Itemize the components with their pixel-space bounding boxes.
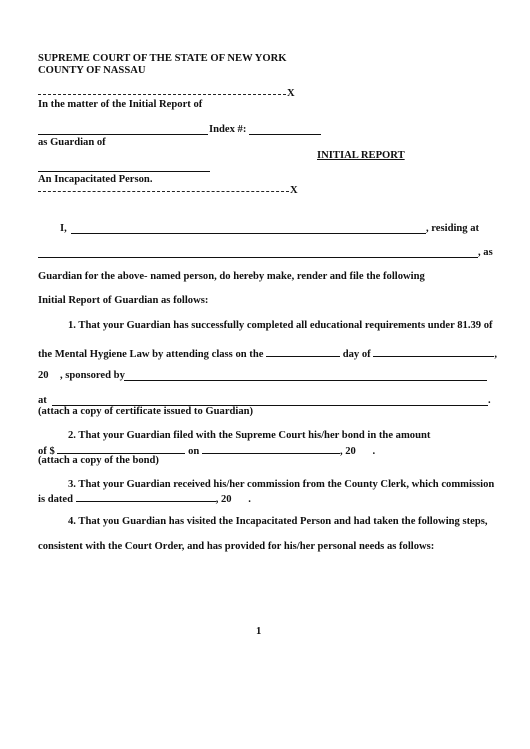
paragraph-4-line-2: consistent with the Court Order, and has provided for his/her personal needs as follows: bbox=[38, 541, 435, 552]
incapacitated-person-text: An Incapacitated Person. bbox=[38, 174, 153, 185]
bond-amount-field[interactable] bbox=[57, 443, 185, 454]
paragraph-2-line-1: 2. That your Guardian filed with the Supreme Court his/her bond in the amount bbox=[68, 430, 431, 441]
caption-x-mark-top: X bbox=[287, 88, 295, 99]
i-label: I, bbox=[60, 223, 67, 234]
guardian-name-field[interactable] bbox=[71, 233, 426, 234]
guardian-of-text: as Guardian of bbox=[38, 137, 106, 148]
period: . bbox=[488, 395, 491, 406]
paragraph-4-line-1: 4. That you Guardian has visited the Incapacitated Person and had taken the following steps, bbox=[68, 516, 488, 527]
caption-bottom-border bbox=[38, 191, 289, 192]
comma: , bbox=[494, 349, 498, 360]
sponsored-by-label: , sponsored by bbox=[60, 370, 125, 381]
caption-x-mark-bottom: X bbox=[290, 185, 298, 196]
document-title: INITIAL REPORT bbox=[317, 150, 405, 161]
county-name: COUNTY OF NASSAU bbox=[38, 65, 146, 76]
period: . bbox=[248, 494, 251, 505]
index-label: Index #: bbox=[209, 124, 247, 135]
address-field[interactable] bbox=[38, 257, 478, 258]
year-label: , 20 bbox=[339, 446, 356, 457]
class-date-label: the Mental Hygiene Law by attending class on the bbox=[38, 349, 264, 360]
page-number: 1 bbox=[256, 626, 262, 637]
as-label: , as bbox=[478, 247, 493, 258]
intro-line-2: Initial Report of Guardian as follows: bbox=[38, 295, 209, 306]
certificate-note: (attach a copy of certificate issued to Guardian) bbox=[38, 406, 254, 417]
on-label: on bbox=[188, 446, 200, 457]
class-month-field[interactable] bbox=[373, 346, 494, 357]
index-number-line[interactable] bbox=[249, 134, 321, 135]
bond-amount-label: of $ bbox=[38, 446, 55, 457]
paragraph-1-line-2 bbox=[38, 346, 497, 361]
bond-note: (attach a copy of the bond) bbox=[38, 455, 159, 466]
bond-date-field[interactable] bbox=[202, 443, 340, 454]
commission-date-field[interactable] bbox=[76, 491, 216, 502]
paragraph-3-line-2 bbox=[38, 491, 251, 506]
guardian-name-line[interactable] bbox=[38, 134, 208, 135]
period: . bbox=[372, 446, 376, 457]
caption-top-border bbox=[38, 94, 286, 95]
residing-at-label: , residing at bbox=[426, 223, 480, 234]
dated-label: is dated bbox=[38, 494, 74, 505]
day-of-label: day of bbox=[342, 349, 371, 360]
matter-text: In the matter of the Initial Report of bbox=[38, 99, 203, 110]
intro-line-1: Guardian for the above- named person, do hereby make, render and file the following bbox=[38, 271, 425, 282]
court-name: SUPREME COURT OF THE STATE OF NEW YORK bbox=[38, 53, 287, 64]
paragraph-3-line-1: 3. That your Guardian received his/her commission from the County Clerk, which commission bbox=[68, 479, 495, 490]
class-date-field[interactable] bbox=[266, 346, 340, 357]
year-label: , 20 bbox=[215, 494, 232, 505]
incapacitated-name-line[interactable] bbox=[38, 171, 210, 172]
year-prefix: 20 bbox=[38, 370, 49, 381]
paragraph-1-line-1: 1. That your Guardian has successfully completed all educational requirements under 81.39 of bbox=[68, 320, 493, 331]
at-label: at bbox=[38, 395, 47, 406]
sponsor-field[interactable] bbox=[124, 380, 487, 381]
